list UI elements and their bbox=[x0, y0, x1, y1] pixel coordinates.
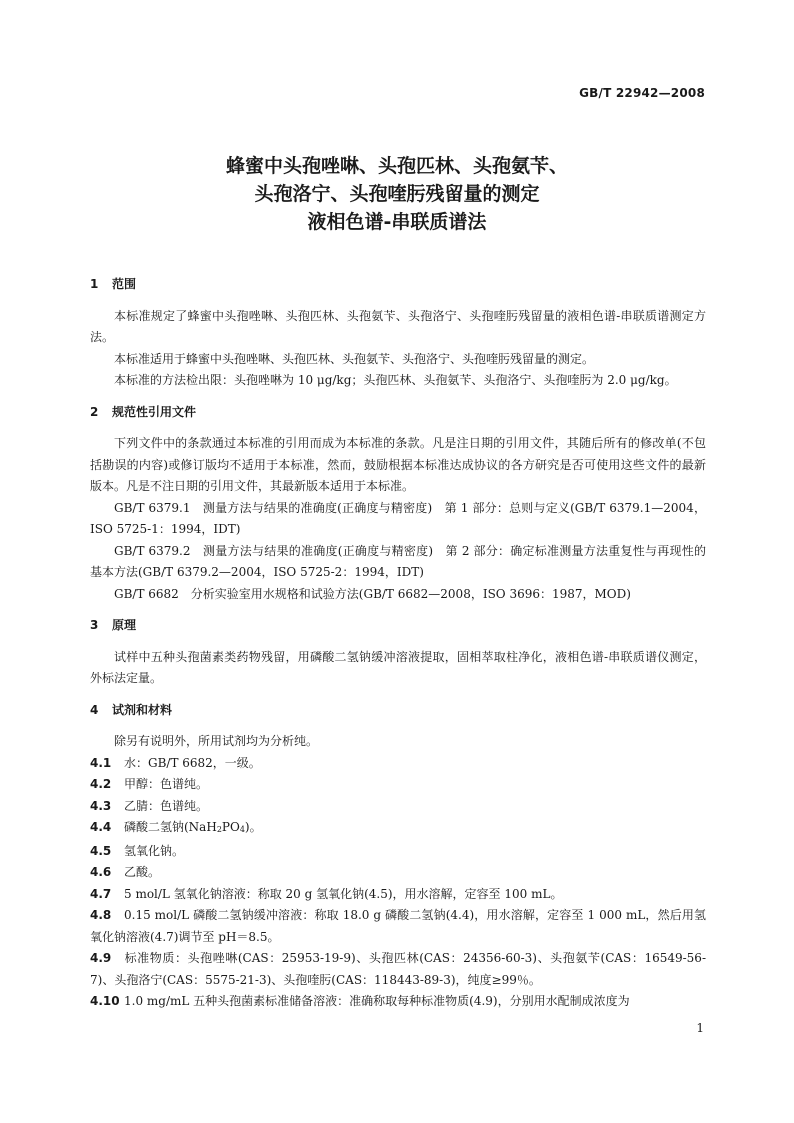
paragraph: 试样中五种头孢菌素类药物残留，用磷酸二氢钠缓冲溶液提取，固相萃取柱净化，液相色谱-串联质谱仪测定，外标法定量。 bbox=[90, 649, 706, 685]
paragraph: 本标准的方法检出限：头孢唑啉为 10 μg/kg；头孢匹林、头孢氨苄、头孢洛宁、头孢喹肟为 2.0 μg/kg。 bbox=[114, 373, 677, 387]
paragraph: 本标准规定了蜂蜜中头孢唑啉、头孢匹林、头孢氨苄、头孢洛宁、头孢喹肟残留量的液相色谱-串联质谱测定方法。 bbox=[90, 308, 706, 344]
list-item: 4.4 磷酸二氢钠$(NaH_2PO_4)$。 bbox=[90, 820, 262, 834]
list-item: 4.5 氢氧化钠。 bbox=[90, 843, 185, 858]
list-item: 4.2 甲醇：色谱纯。 bbox=[90, 777, 209, 791]
list-item: 4.9 标准物质：头孢唑啉(CAS：25953-19-9)、头孢匹林(CAS：24356-60-3)、头孢氨苄(CAS：16549-56-7)、头孢洛宁(CAS：5575-21-3)、头孢喹肟(CAS：118443-89-3)，纯度≥99％。 bbox=[90, 951, 706, 987]
paragraph: 本标准适用于蜂蜜中头孢唑啉、头孢匹林、头孢氨苄、头孢洛宁、头孢喹肟残留量的测定。 bbox=[114, 351, 595, 366]
reference-item: GB/T 6682 分析实验室用水规格和试验方法(GB/T 6682—2008，ISO 3696：1987，MOD) bbox=[114, 586, 631, 601]
title-line-3: 液相色谱-串联质谱法 bbox=[307, 211, 487, 233]
list-item: 4.6 乙酸。 bbox=[90, 865, 161, 879]
reference-item: GB/T 6379.2 测量方法与结果的准确度(正确度与精密度) 第 2 部分：确定标准测量方法重复性与再现性的基本方法(GB/T 6379.2—2004，ISO 5725-2：1994，IDT) bbox=[90, 543, 706, 579]
section-heading-scope: 1 范围 bbox=[90, 277, 137, 291]
list-item: 4.8 0.15 mol/L 磷酸二氢钠缓冲溶液：称取 18.0 g 磷酸二氢钠(4.4)，用水溶解，定容至 1 000 mL，然后用氢氧化钠溶液(4.7)调节至 pH＝8.5。 bbox=[90, 908, 706, 944]
section-heading-principle: 3 原理 bbox=[90, 618, 137, 632]
list-item: 4.7 5 mol/L 氢氧化钠溶液：称取 20 g 氢氧化钠(4.5)，用水溶解，定容至 100 mL。 bbox=[90, 886, 563, 901]
list-item: 4.10 1.0 mg/mL 五种头孢菌素标准储备溶液：准确称取每种标准物质(4.9)，分别用水配制成浓度为 bbox=[90, 994, 630, 1008]
paragraph: 除另有说明外，所用试剂均为分析纯。 bbox=[114, 734, 319, 748]
section-heading-normative-references: 2 规范性引用文件 bbox=[90, 404, 197, 419]
title-line-1: 蜂蜜中头孢唑啉、头孢匹林、头孢氨苄、 bbox=[225, 155, 568, 177]
document-title bbox=[0, 152, 794, 236]
paragraph: 下列文件中的条款通过本标准的引用而成为本标准的条款。凡是注日期的引用文件，其随后所有的修改单(不包括勘误的内容)或修订版均不适用于本标准，然而，鼓励根据本标准达成协议的各方研究是否可使用这些文件的最新版本。凡是不注日期的引用文件，其最新版本适用于本标准。 bbox=[90, 436, 706, 493]
list-item: 4.1 水：GB/T 6682，一级。 bbox=[90, 755, 261, 770]
reference-item: GB/T 6379.1 测量方法与结果的准确度(正确度与精密度) 第 1 部分：总则与定义(GB/T 6379.1—2004，ISO 5725-1：1994，IDT) bbox=[90, 500, 706, 536]
page-number: 1 bbox=[696, 1021, 704, 1035]
section-heading-reagents: 4 试剂和材料 bbox=[90, 702, 173, 717]
document-body bbox=[90, 274, 706, 1013]
title-line-2: 头孢洛宁、头孢喹肟残留量的测定 bbox=[254, 183, 540, 205]
standard-code: GB/T 22942—2008 bbox=[579, 86, 705, 100]
list-item: 4.3 乙腈：色谱纯。 bbox=[90, 798, 209, 813]
